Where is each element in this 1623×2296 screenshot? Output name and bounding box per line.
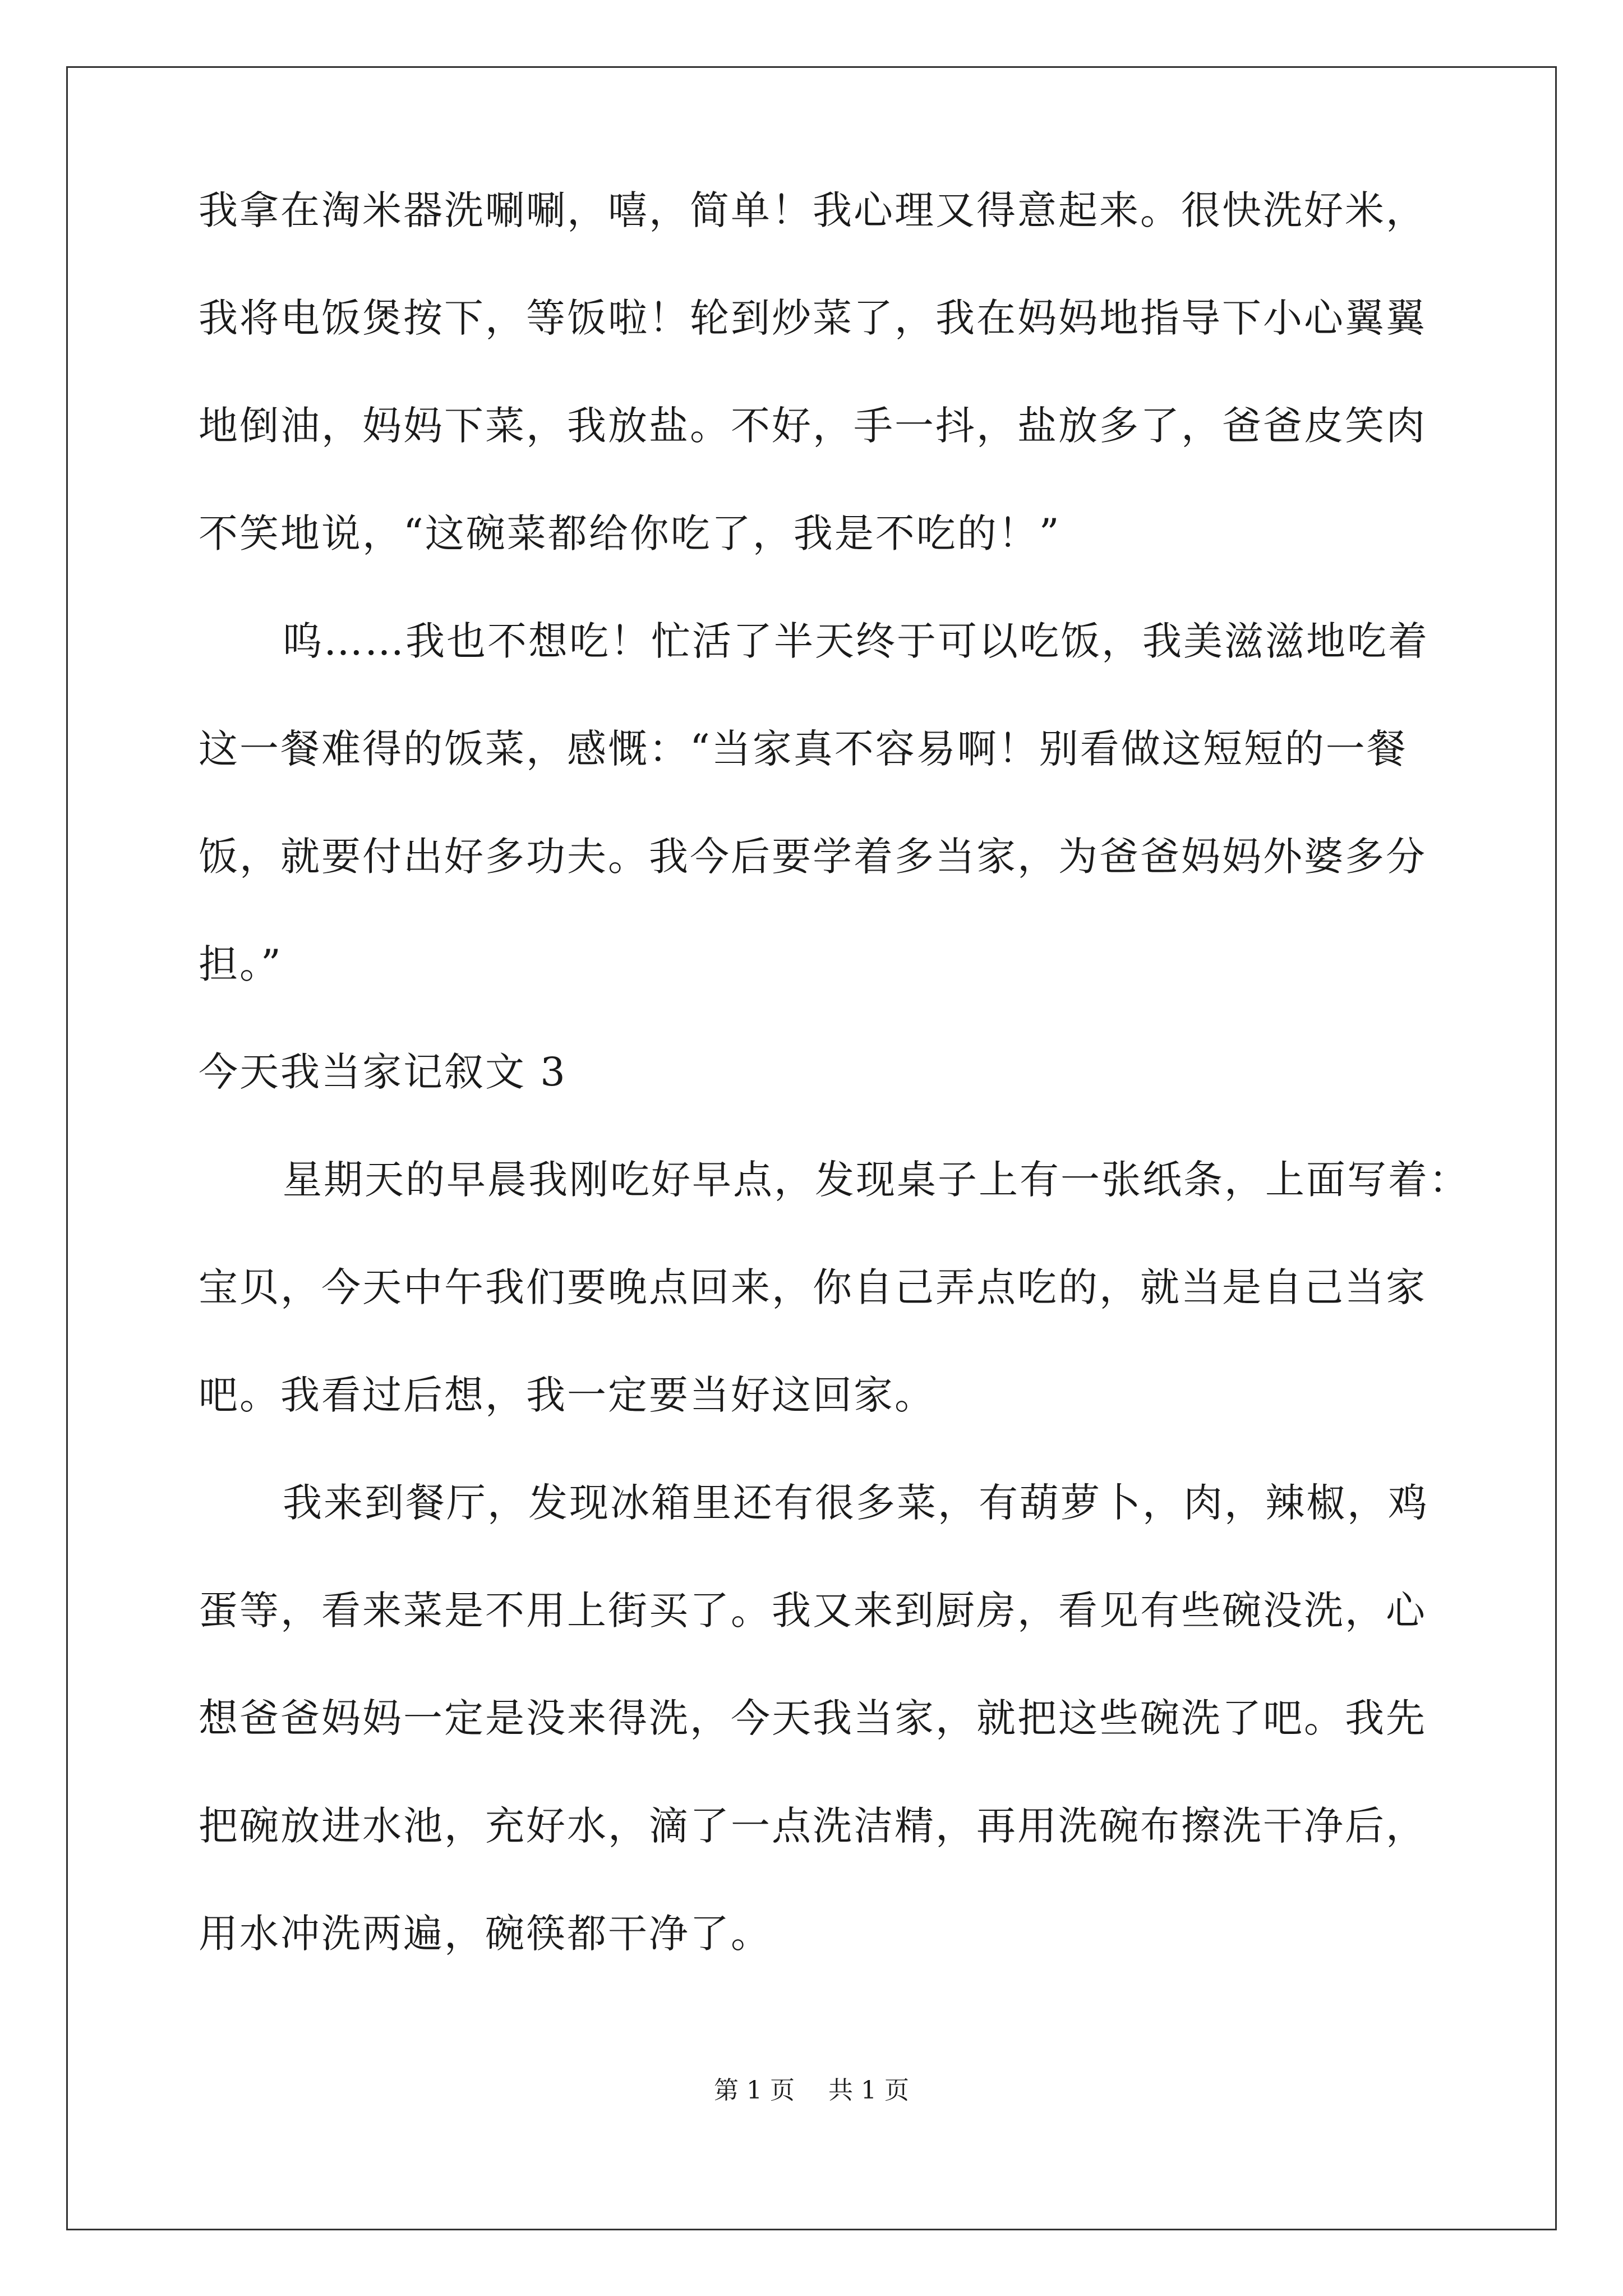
- page-footer: [0, 2078, 1623, 2103]
- text-line: 把碗放进水池，充好水，滴了一点洗洁精，再用洗碗布擦洗干净后，: [199, 1803, 1427, 1849]
- text-line: 呜……我也不想吃！忙活了半天终于可以吃饭，我美滋滋地吃着: [283, 618, 1429, 664]
- text-line: 吧。我看过后想，我一定要当好这回家。: [199, 1372, 935, 1418]
- text-line: 地倒油，妈妈下菜，我放盐。不好，手一抖，盐放多了，爸爸皮笑肉: [199, 403, 1427, 449]
- section-heading: 今天我当家记叙文 3: [199, 1049, 567, 1095]
- page-total: 共 1 页: [828, 2076, 909, 2105]
- page-number: 第 1 页: [714, 2076, 795, 2105]
- document-body: [199, 187, 1470, 2022]
- text-line: 饭，就要付出好多功夫。我今后要学着多当家，为爸爸妈妈外婆多分: [199, 834, 1427, 880]
- text-line: 星期天的早晨我刚吃好早点，发现桌子上有一张纸条，上面写着：: [283, 1157, 1470, 1203]
- text-line: 宝贝，今天中午我们要晚点回来，你自己弄点吃的，就当是自己当家: [199, 1264, 1427, 1310]
- text-line: 想爸爸妈妈一定是没来得洗，今天我当家，就把这些碗洗了吧。我先: [199, 1695, 1427, 1741]
- text-line: 用水冲洗两遍，碗筷都干净了。: [199, 1911, 772, 1957]
- text-line: 蛋等，看来菜是不用上街买了。我又来到厨房，看见有些碗没洗，心: [199, 1588, 1427, 1634]
- text-line: 这一餐难得的饭菜，感慨：“当家真不容易啊！别看做这短短的一餐: [199, 726, 1408, 772]
- text-line: 担。”: [199, 941, 283, 987]
- text-line: 我将电饭煲按下，等饭啦！轮到炒菜了，我在妈妈地指导下小心翼翼: [199, 295, 1427, 341]
- text-line: 我拿在淘米器洗唰唰，嘻，简单！我心理又得意起来。很快洗好米，: [199, 187, 1427, 233]
- text-line: 不笑地说，“这碗菜都给你吃了，我是不吃的！”: [199, 510, 1061, 556]
- text-line: 我来到餐厅，发现冰箱里还有很多菜，有葫萝卜，肉，辣椒，鸡: [283, 1480, 1429, 1526]
